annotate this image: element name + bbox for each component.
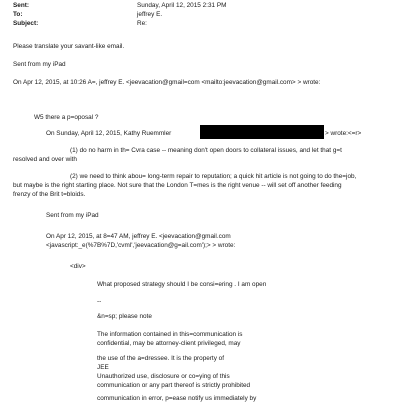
- body-line: communication or any part thereof is strictly prohibited: [97, 382, 251, 389]
- body-line: What proposed strategy should I be consi=ering . I am open: [97, 281, 267, 288]
- body-line: (1) do no harm in th= Cvra case -- meaning don't open doors to collateral issues, and let that g=t: [70, 147, 342, 154]
- email-header: [13, 2, 393, 28]
- body-line: <javascript:_e(%7B%7D,'cvml','jeevacation@g=ail.com');> > wrote:: [46, 242, 236, 249]
- to-value: jeffrey E.: [137, 11, 163, 18]
- sent-value: Sunday, April 12, 2015 2:31 PM: [137, 2, 227, 9]
- body-line: Sent from my iPad: [13, 61, 66, 68]
- body-line: frenzy of the Brit t=bloids.: [13, 191, 86, 198]
- subject-value: Re:: [137, 20, 147, 27]
- sent-label: Sent:: [13, 2, 29, 9]
- body-line: <div>: [70, 263, 86, 270]
- subject-label: Subject:: [13, 20, 39, 27]
- body-line: On Sunday, April 12, 2015, Kathy Ruemmler: [46, 130, 172, 137]
- body-line: but maybe is the right starting place. Not sure that the London T=mes is the right venue -- will set off another feeding: [13, 182, 342, 189]
- body-line: confidential, may be attorney-client privileged, may: [97, 340, 241, 347]
- body-line: Please translate your savant-like email.: [13, 43, 125, 50]
- redaction-box: [200, 125, 324, 139]
- body-line: &n=sp; please note: [97, 313, 152, 320]
- body-line: Unauthorized use, disclosure or co=ying of this: [97, 373, 230, 380]
- body-line: On Apr 12, 2015, at 8=47 AM, jeffrey E. <jeevacation@gmail.com: [46, 233, 231, 240]
- body-line: W5 there a p=oposal ?: [34, 114, 99, 121]
- body-line: resolved and over with: [13, 156, 77, 163]
- body-line: (2) we need to think abou= long-term repair to reputation; a quick hit article is not going to do the=job,: [70, 173, 357, 180]
- body-line: JEE: [97, 364, 109, 371]
- body-line: Sent from my iPad: [46, 212, 99, 219]
- body-line: > wrote:<=r>: [325, 130, 362, 137]
- body-line: communication in error, p=ease notify us immediately by: [97, 395, 257, 402]
- body-line: On Apr 12, 2015, at 10:26 A=, jeffrey E. <jeevacation@gmail=com <mailto:jeevacation@gmail.com> > wrote:: [13, 79, 321, 86]
- to-label: To:: [13, 11, 23, 18]
- body-line: --: [97, 298, 102, 305]
- body-line: the use of the a=dressee. It is the property of: [97, 355, 225, 362]
- body-line: The information contained in this=communication is: [97, 331, 243, 338]
